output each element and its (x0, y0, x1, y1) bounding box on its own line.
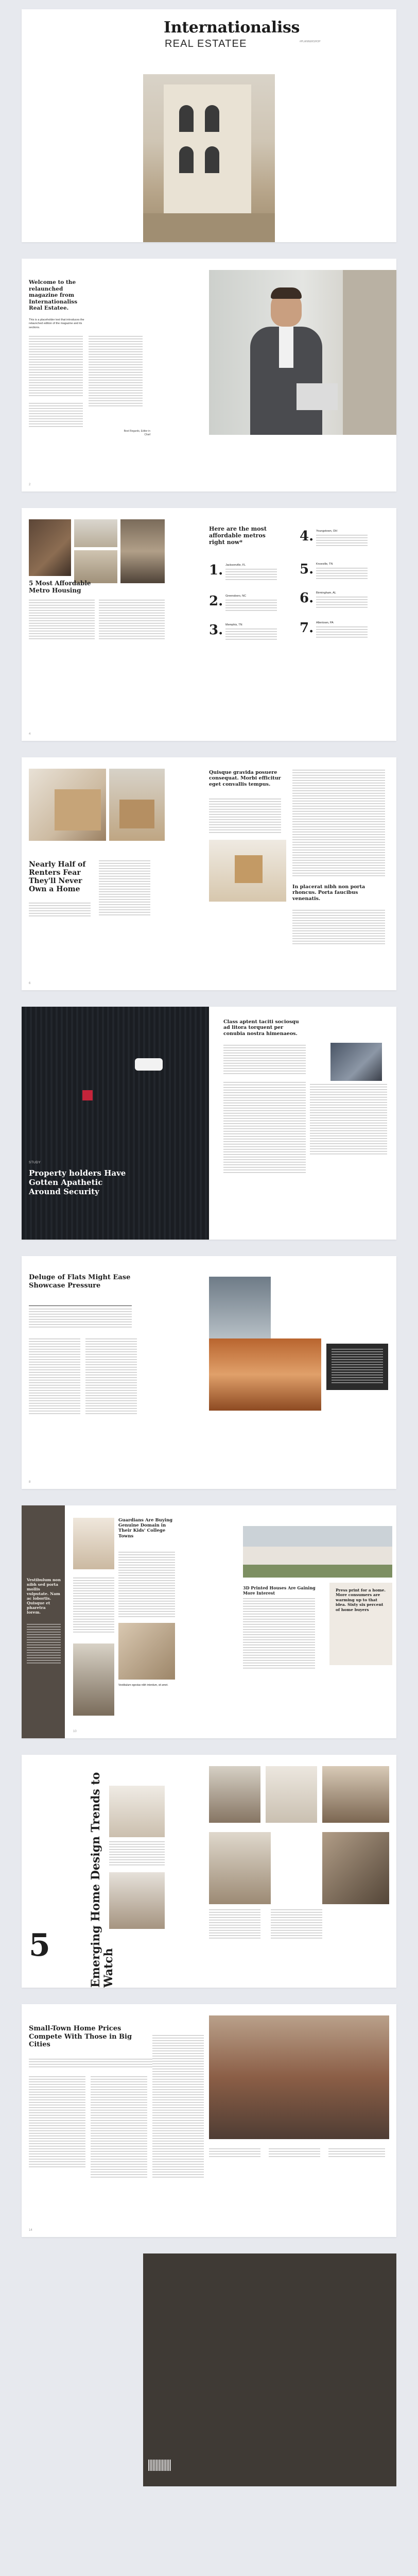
metro-label: Birmingham, AL (316, 591, 336, 595)
renters-body-col1 (99, 860, 150, 917)
photo-staircase (322, 1832, 389, 1904)
back-cover-dark-panel (143, 2253, 396, 2486)
metro-number: 2. (209, 594, 223, 609)
cover-title: Internationaliss (164, 19, 300, 37)
page-number: 8 (29, 1481, 31, 1484)
photo-drawing-kids (73, 1518, 114, 1569)
photo-tower-sky (209, 1277, 271, 1338)
photo-interior (120, 519, 165, 583)
cover-subtitle: REAL ESTATEE (165, 38, 247, 49)
welcome-intro: This is a placeholder text that introduces the relaunched edition of the magazine and its sections. (29, 318, 84, 329)
trends-vertical-title: Emerging Home Design Trends to Watch (89, 1772, 116, 1988)
renters-body-col2 (209, 799, 281, 835)
photo-chair (209, 1832, 271, 1904)
photo-security-camera (22, 1007, 209, 1240)
metro-label: Memphis, TN (225, 623, 242, 626)
photo-woman-with-box (29, 769, 106, 841)
photo-brick-detail (29, 519, 71, 576)
renters-body-col4 (292, 910, 385, 946)
metro-desc (316, 568, 368, 579)
metros-heading: 5 Most Affordable Metro Housing (29, 580, 91, 594)
metro-label: Knoxville, TN (316, 563, 333, 566)
page-number: 6 (29, 982, 31, 985)
small-town-intro (29, 2059, 152, 2069)
small-town-body-col2 (91, 2076, 147, 2179)
design-trends-page (22, 1755, 396, 1988)
metro-desc (316, 535, 368, 546)
small-town-body-col5 (269, 2148, 320, 2159)
metro-number: 3. (209, 622, 223, 638)
page-number: 14 (29, 2229, 32, 2232)
welcome-body-col1b (29, 403, 83, 429)
metro-desc (225, 629, 277, 640)
security-side-heading: Class aptent taciti sociosqu ad litora torquent per conubia nostra himenaeos. (223, 1019, 299, 1037)
metros-list-title: Here are the most affordable metros right now* (209, 526, 267, 546)
photo-moving-boxes (109, 769, 165, 841)
metro-label: Jacksonville, FL (225, 564, 246, 567)
printed-houses-body (243, 1598, 315, 1670)
editor-portrait-photo (209, 270, 396, 435)
metro-number: 1. (209, 563, 223, 578)
photo-modern-house (243, 1526, 392, 1578)
metro-desc (316, 626, 368, 638)
photo-apartment-block (209, 1338, 321, 1411)
metros-body-col1 (29, 600, 95, 641)
security-body-col2 (223, 1082, 306, 1175)
photo-city-street (209, 2015, 389, 2139)
welcome-page (22, 259, 396, 492)
metro-label: Allentown, PA (316, 621, 334, 624)
guardians-heading: Guardians Are Buying Genuine Domain in Their Kids' College Towns (118, 1518, 173, 1539)
sidebar-body (27, 1624, 61, 1665)
security-page (22, 1007, 396, 1240)
photo-plaster-sculpture (266, 1766, 317, 1823)
cover-tagline: #PLANNERSHOP (300, 40, 321, 43)
guardians-page (22, 1505, 396, 1738)
photo-living-room (73, 1643, 114, 1716)
metro-number: 4. (300, 529, 314, 544)
callout-box (326, 1344, 388, 1390)
guardians-body-col2 (73, 1578, 114, 1634)
security-heading: Property holders Have Gotten Apathetic Around Security (29, 1168, 126, 1196)
cover-page (22, 9, 396, 242)
small-town-heading: Small-Town Home Prices Compete With Those in Big Cities (29, 2025, 132, 2049)
renters-quote-2: In placerat nibh non porta rhoncus. Porta faucibus venenatis. (292, 884, 365, 902)
photo-couple (118, 1623, 175, 1680)
cover-architecture-photo (143, 74, 275, 242)
photo-box-stack (209, 840, 286, 902)
trends-body-col1 (109, 1841, 165, 1867)
printed-houses-heading: 3D Printed Houses Are Gaining More Interest (243, 1585, 316, 1596)
flats-body-col1 (29, 1338, 80, 1416)
sidebar-dark (22, 1505, 65, 1738)
metro-desc (316, 597, 368, 608)
metro-number: 7. (300, 620, 314, 636)
photo-vase (322, 1766, 389, 1823)
welcome-body-col2 (89, 336, 143, 408)
barcode-icon (148, 2460, 171, 2471)
flats-page (22, 1256, 396, 1489)
flats-intro (29, 1309, 132, 1329)
renters-intro (29, 903, 91, 918)
photo-wall-shelf (209, 1766, 260, 1823)
renters-heading: Nearly Half of Renters Fear They'll Never Own a Home (29, 860, 86, 894)
small-town-body-col1 (29, 2076, 85, 2169)
page-number: 4 (29, 733, 31, 736)
photo-balcony (74, 519, 117, 547)
photo-bright-room (109, 1786, 165, 1837)
small-town-body-col3 (152, 2035, 204, 2179)
photo-caption: Vestibulum egestas nibh interdum, sit amet. (118, 1684, 168, 1687)
renters-body-col3 (292, 770, 385, 878)
metro-number: 5. (300, 562, 314, 577)
renters-page (22, 757, 396, 990)
small-town-page (22, 2004, 396, 2237)
metro-desc (225, 569, 277, 580)
security-body-col1 (223, 1045, 306, 1076)
page-number: 2 (29, 483, 31, 486)
metro-desc (225, 600, 277, 611)
guardians-body-col1 (118, 1552, 175, 1619)
metro-number: 6. (300, 590, 314, 606)
renters-quote-1: Quisque gravida posuere consequat. Morbi efficitur eget convallis tempus. (209, 770, 281, 787)
small-town-body-col6 (328, 2148, 385, 2159)
photo-man-phone (330, 1043, 382, 1081)
back-cover-page (22, 2253, 396, 2486)
affordable-metros-page (22, 508, 396, 741)
welcome-signature: Best Regards, Editor in Chief (124, 430, 150, 436)
photo-sofa (109, 1872, 165, 1929)
welcome-heading: Welcome to the relaunched magazine from Internationaliss Real Estatee. (29, 279, 78, 312)
page-number: 10 (73, 1730, 77, 1733)
photo-facade (74, 550, 117, 583)
welcome-body-col1 (29, 336, 83, 398)
trends-body-col2 (209, 1909, 260, 1940)
trends-big-number: 5 (29, 1927, 50, 1963)
metro-label: Greensboro, NC (225, 595, 247, 598)
metros-body-col2 (99, 600, 165, 641)
security-body-col3 (310, 1084, 387, 1156)
guardians-side-quote: Vestibulum non nibh sed porta mollis vulputate. Nam ac lobortis. Quisque et pharetra lorem. (27, 1578, 61, 1615)
security-kicker: STUDY (29, 1161, 41, 1164)
flats-body-col2 (85, 1338, 137, 1416)
flats-heading: Deluge of Flats Might Ease Showcase Pressure (29, 1274, 131, 1290)
small-town-body-col4 (209, 2148, 260, 2159)
callout-text: Press print for a home. More consumers are warming up to that idea. Sixty six percent of home buyers (336, 1588, 386, 1612)
trends-body-col3 (271, 1909, 322, 1940)
metro-label: Youngstown, OH (316, 530, 338, 533)
